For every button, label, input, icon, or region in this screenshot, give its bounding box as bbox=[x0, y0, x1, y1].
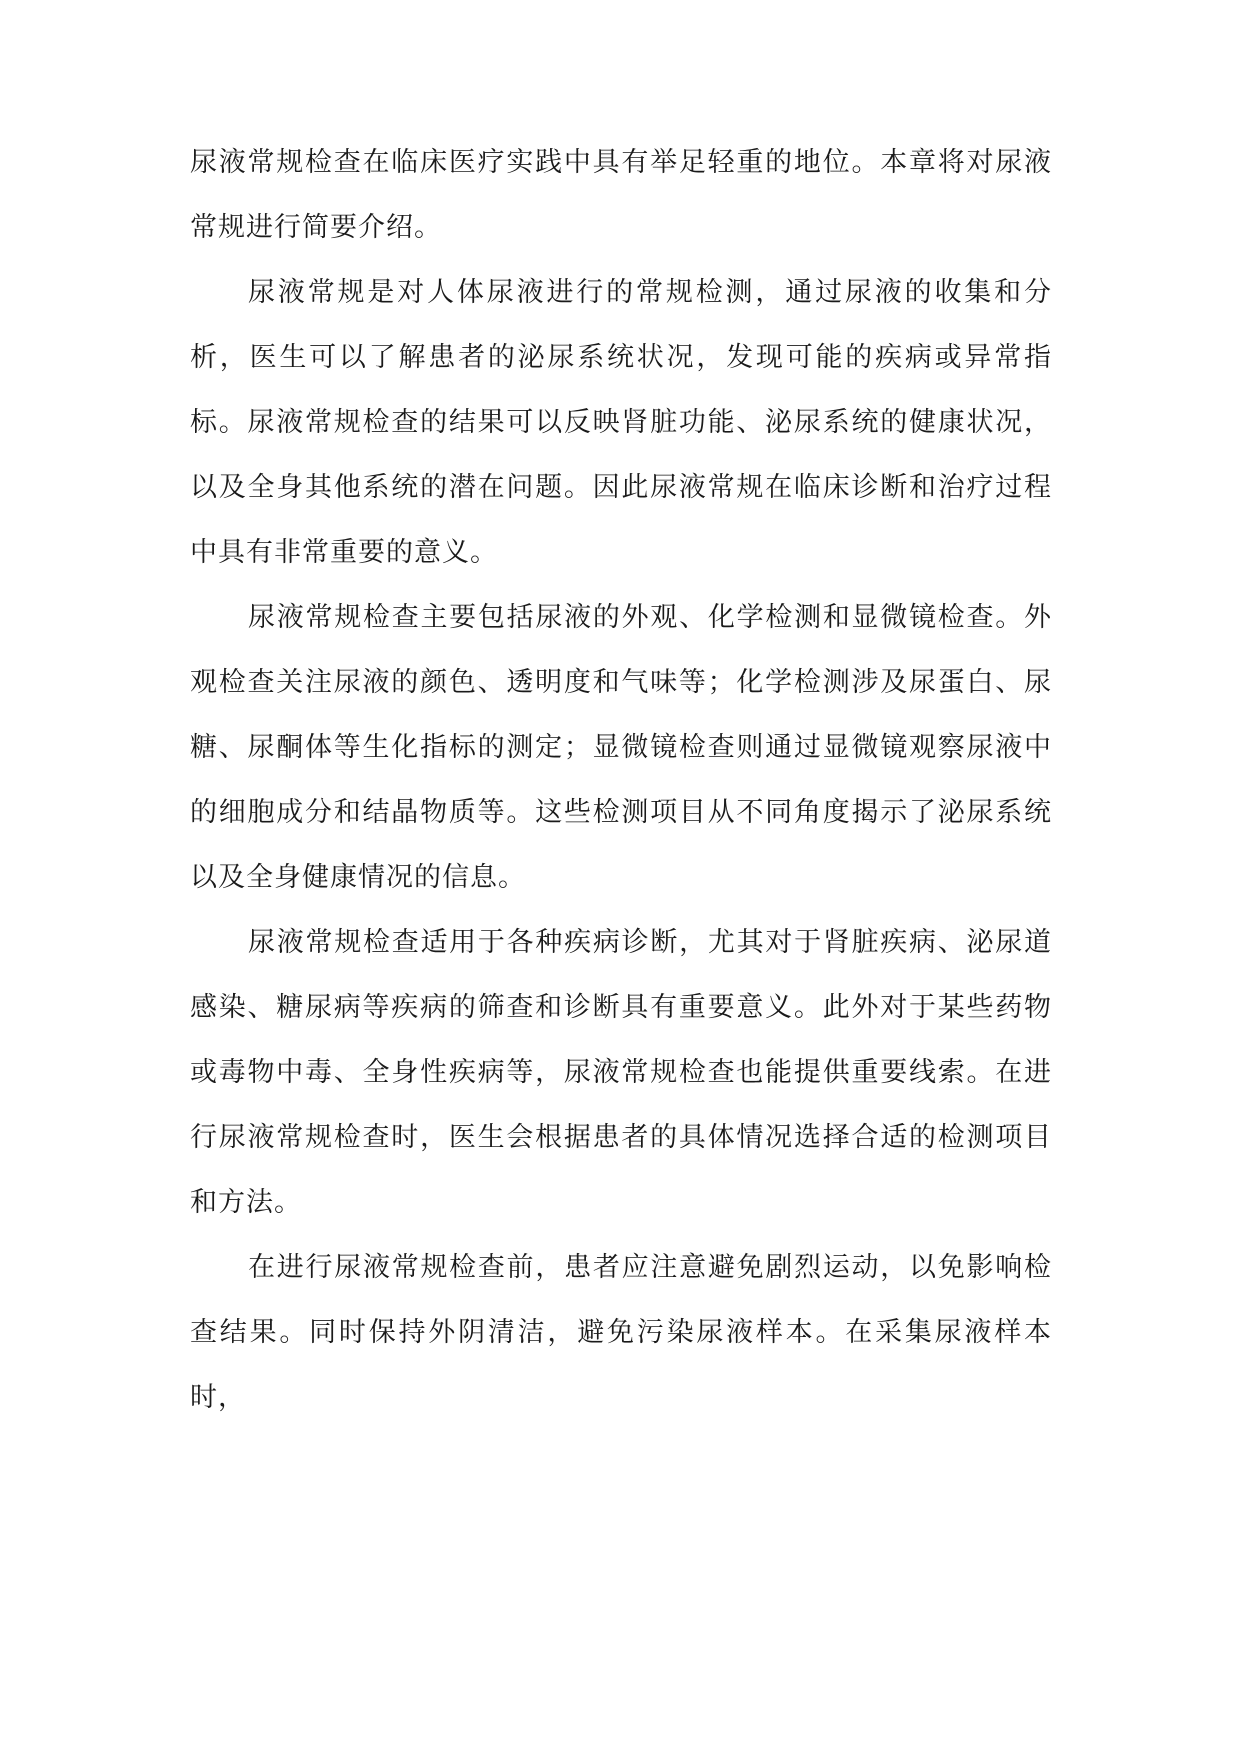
paragraph-continued: 尿液常规检查在临床医疗实践中具有举足轻重的地位。本章将对尿液常规进行简要介绍。 bbox=[190, 147, 1052, 243]
paragraph-urinalysis-applications: 尿液常规检查适用于各种疾病诊断，尤其对于肾脏疾病、泌尿道感染、糖尿病等疾病的筛查和诊断具有重要意义。此外对于某些药物或毒物中毒、全身性疾病等，尿液常规检查也能提供重要线索。在进行尿液常规检查时，医生会根据患者的具体情况选择合适的检测项目和方法。 bbox=[190, 927, 1052, 1218]
paragraph-urinalysis-components: 尿液常规检查主要包括尿液的外观、化学检测和显微镜检查。外观检查关注尿液的颜色、透明度和气味等；化学检测涉及尿蛋白、尿糖、尿酮体等生化指标的测定；显微镜检查则通过显微镜观察尿液中的细胞成分和结晶物质等。这些检测项目从不同角度揭示了泌尿系统以及全身健康情况的信息。 bbox=[190, 602, 1052, 893]
paragraph-urinalysis-definition: 尿液常规是对人体尿液进行的常规检测，通过尿液的收集和分析，医生可以了解患者的泌尿系统状况，发现可能的疾病或异常指标。尿液常规检查的结果可以反映肾脏功能、泌尿系统的健康状况，以及全身其他系统的潜在问题。因此尿液常规在临床诊断和治疗过程中具有非常重要的意义。 bbox=[190, 277, 1052, 568]
paragraph-urinalysis-preparation: 在进行尿液常规检查前，患者应注意避免剧烈运动，以免影响检查结果。同时保持外阴清洁，避免污染尿液样本。在采集尿液样本时， bbox=[190, 1252, 1052, 1413]
document-body bbox=[190, 130, 1052, 1430]
